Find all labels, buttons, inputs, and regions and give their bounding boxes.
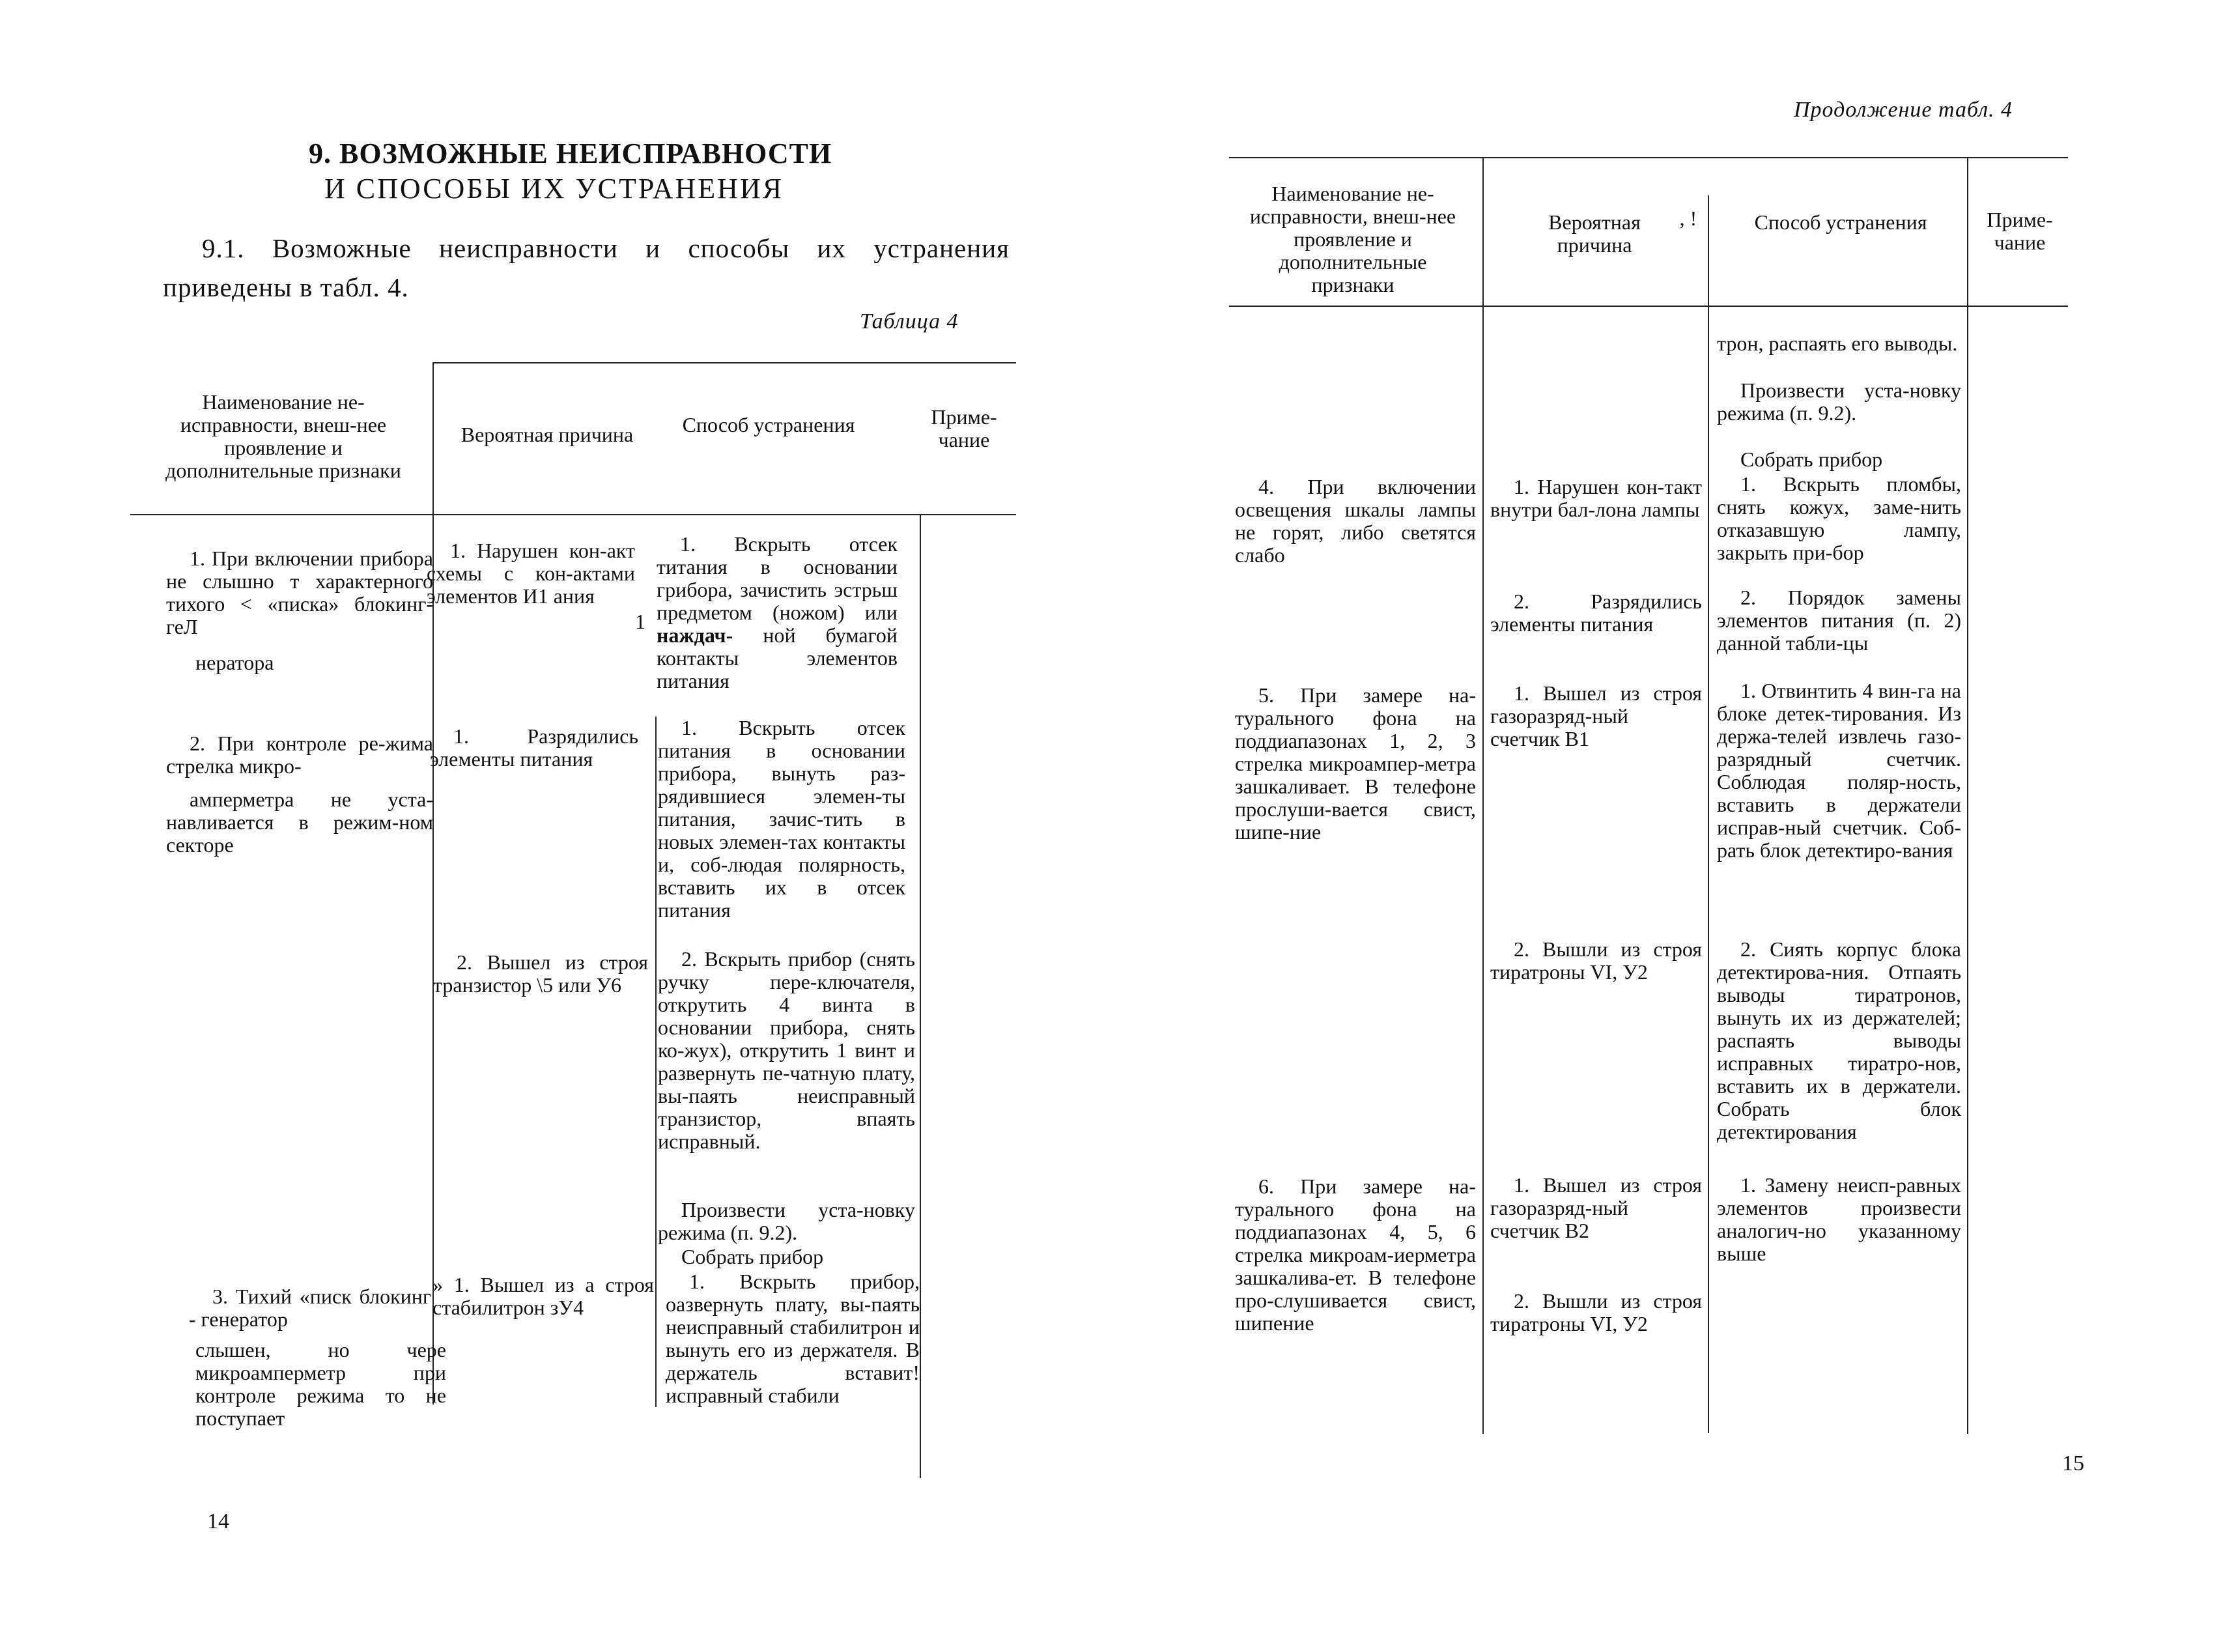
row3-cause: » 1. Вышел из а строя стабилитрон зУ4	[432, 1273, 654, 1319]
header-note: Приме-чание	[931, 405, 997, 451]
header-method: Способ устранения	[1754, 210, 1927, 234]
column-divider-3	[920, 514, 921, 1478]
row6b-cause: 2. Вышли из строя тиратроны VI, У2	[1490, 1289, 1702, 1335]
row1-name-cont: нератора	[195, 651, 274, 674]
intro-text-line2: приведены в табл. 4.	[163, 272, 409, 302]
header-cause: Вероятная причина	[1548, 210, 1641, 257]
row2b-cause: 2. Вышел из строя транзистор \5 или У6	[433, 950, 648, 997]
row-cont-method: трон, распаять его выводы.	[1717, 332, 1958, 355]
row4-method: 1. Вскрыть пломбы, снять кожух, заме-нить отказавшую лампу, закрыть при-бор	[1717, 472, 1961, 564]
column-divider-3	[1967, 157, 1968, 1434]
row6-name: 6. При замере на-турального фона на поддиапазонах 4, 5, 6 стрелка микроам-иерметра зашкалива-ет. В телефоне про-слушивается свист, шипение	[1235, 1175, 1476, 1335]
row6-method: 1. Замену неисп-равных элементов произвести аналогич-но указанному выше	[1717, 1173, 1961, 1265]
row2b-method-assemble: Собрать прибор	[681, 1245, 824, 1268]
header-name: Наименование не-исправности, внеш-нее проявление и дополнительные признаки	[1249, 182, 1456, 296]
row2b-method: 2. Вскрыть прибор (снять ручку пере-ключателя, открутить 4 винта в основании прибора, снять ко-жух), открутить 1 винт и развернуть пе-чатную плату, вы-паять неисправный транзистор, впаять исправный.	[658, 947, 915, 1153]
row-cont-method-assemble: Собрать прибор	[1740, 448, 1883, 471]
row1-name: 1. При включении прибора не слышно т характерного тихого < «писка» блокинг-геЛ	[166, 547, 433, 638]
row1-method: 1. Вскрыть отсек титания в основании грибора, зачистить эстрьш предметом (ножом) или наждач- ной бумагой контакты элементов питания	[657, 532, 898, 692]
row5b-cause: 2. Вышли из строя тиратроны VI, У2	[1490, 937, 1702, 984]
row3-name: 3. Тихий «писк блокинг - генератор	[189, 1285, 431, 1331]
row5b-method: 2. Сиять корпус блока детектирова-ния. Отпаять выводы тиратронов, вынуть их из держателей; распаять выводы исправных тиратро-нов, вставить их в держатели. Собрать блок детектирования	[1717, 937, 1961, 1143]
row1-cause-mark: 1	[635, 610, 645, 633]
header-cause: Вероятная причина	[460, 423, 634, 446]
row2-cause: 1. Разрядились элементы питания	[430, 724, 638, 771]
table-header-rule	[130, 514, 1016, 515]
table-top-rule	[432, 362, 1016, 363]
row4b-cause: 2. Разрядились элементы питания	[1490, 590, 1702, 636]
row5-name: 5. При замере на-турального фона на поддиапазонах 1, 2, 3 стрелка микроампер-метра зашкаливает. В телефоне прослуши-вается свист, шипе-ние	[1235, 683, 1476, 844]
row2b-method-mode: Произвести уста-новку режима (п. 9.2).	[658, 1198, 915, 1244]
intro-text-line1: 9.1. Возможные неисправности и способы их устранения	[202, 233, 1010, 263]
page-number: 15	[2062, 1451, 2084, 1475]
left-page	[0, 0, 1111, 1652]
section-subtitle: И СПОСОБЫ ИХ УСТРАНЕНИЯ	[324, 173, 784, 205]
row2-name: 2. При контроле ре-жима стрелка микро-	[166, 732, 433, 778]
row4-name: 4. При включении освещения шкалы лампы не горят, либо светятся слабо	[1235, 475, 1476, 567]
row3-method: 1. Вскрыть прибор, оазвернуть плату, вы-паять неисправный стабилитрон и вынуть его из держателя. В держатель вставит! исправный стабили	[666, 1270, 920, 1407]
row1-cause: 1. Нарушен кон-акт схемы с кон-актами элементов И1 ания	[427, 539, 635, 608]
table-header-rule	[1229, 306, 2068, 307]
table-top-rule	[1229, 157, 2068, 158]
header-note: Приме-чание	[1987, 208, 2053, 254]
row6-cause: 1. Вышел из строя газоразряд-ный счетчик В2	[1490, 1173, 1702, 1242]
right-page	[1111, 0, 2223, 1652]
column-divider-2	[1708, 195, 1709, 1433]
table-label: Таблица 4	[860, 309, 959, 334]
row-cont-method-mode: Произвести уста-новку режима (п. 9.2).	[1717, 378, 1961, 425]
header-name: Наименование не-исправности, внеш-нее проявление и дополнительные признаки	[165, 390, 401, 482]
row2-method: 1. Вскрыть отсек питания в основании прибора, вынуть раз-рядившиеся элемен-ты питания, зачис-тить в новых элемен-тах контакты и, соб-людая полярность, вставить их в отсек питания	[658, 716, 905, 922]
continuation-label: Продолжение табл. 4	[1794, 98, 2013, 122]
row2-name-cont: амперметра не уста-навливается в режим-ном секторе	[166, 788, 433, 857]
row3-name-cont: слышен, но чере микроамперметр при контроле режима то не поступает	[195, 1338, 446, 1430]
row4-cause: 1. Нарушен кон-такт внутри бал-лона лампы	[1490, 475, 1702, 521]
row5-cause: 1. Вышел из строя газоразряд-ный счетчик В1	[1490, 681, 1702, 750]
column-divider-1	[432, 362, 434, 1404]
section-title: 9. ВОЗМОЖНЫЕ НЕИСПРАВНОСТИ	[309, 137, 832, 169]
row4b-method: 2. Порядок замены элементов питания (п. 2) данной табли-цы	[1717, 586, 1961, 655]
column-divider-1	[1482, 157, 1484, 1434]
row5-method: 1. Отвинтить 4 вин-га на блоке детек-тирования. Из держа-телей извлечь газо-разрядный счетчик. Соблюдая поляр-ность, вставить в держатели исправ-ный счетчик. Соб-рать блок детектиро-вания	[1717, 679, 1961, 862]
page-number: 14	[207, 1509, 229, 1533]
header-method: Способ устранения	[682, 413, 855, 436]
column-divider-2	[655, 717, 657, 1407]
header-cause-marks: , !	[1679, 206, 1697, 230]
